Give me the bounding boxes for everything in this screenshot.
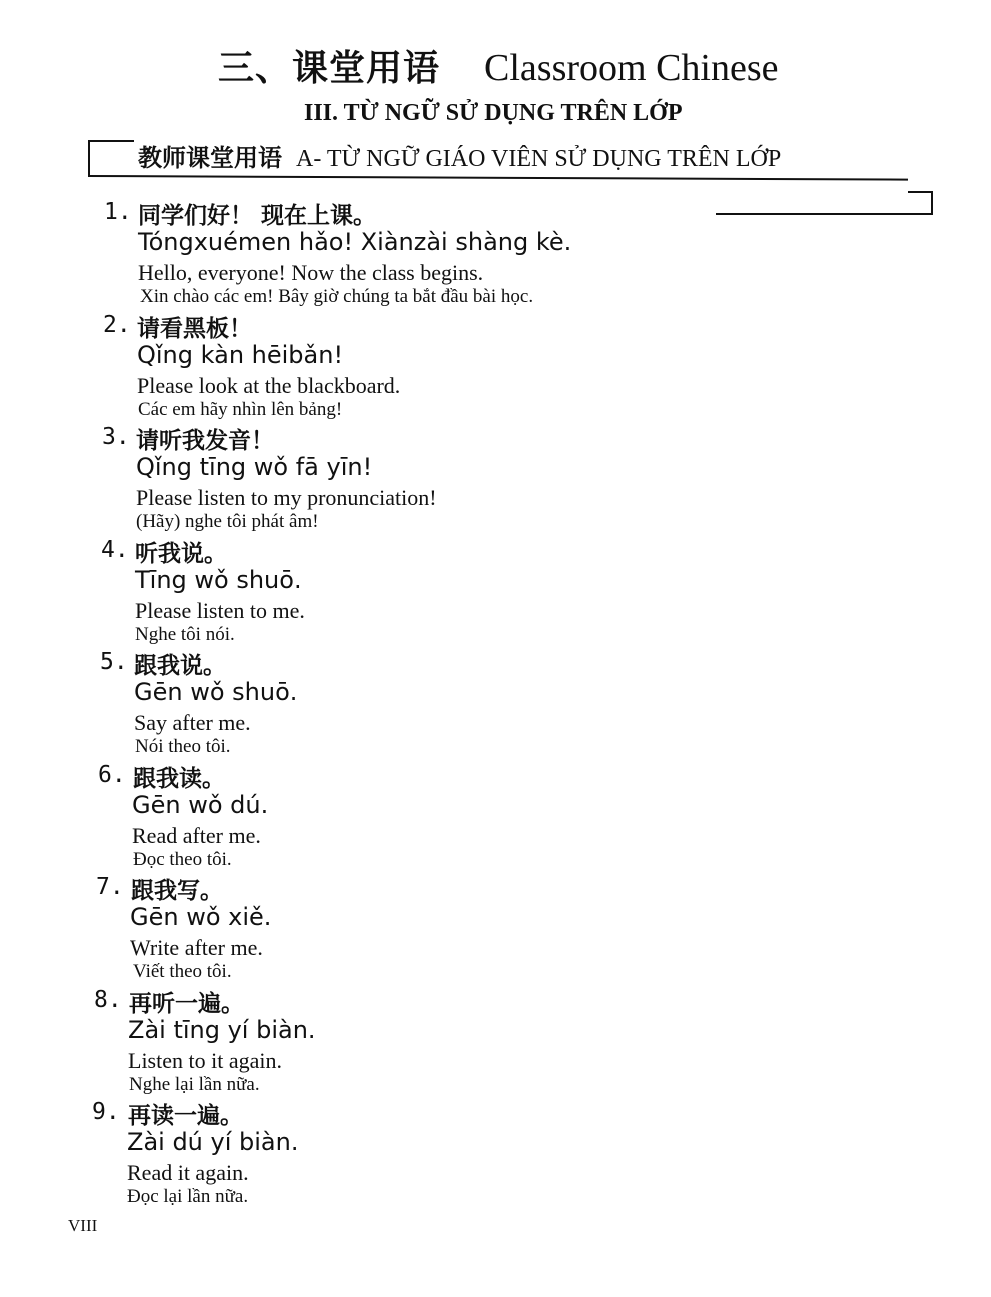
- entry-number: 4.: [101, 536, 129, 563]
- entry-vietnamese: Đọc lại lần nữa.: [127, 1186, 249, 1207]
- phrase-entry: [0, 1097, 991, 1210]
- entry-number: 2.: [103, 311, 131, 338]
- entry-english: Please listen to my pronunciation!: [136, 485, 437, 510]
- phrase-entry: [0, 985, 991, 1098]
- entry-number: 7.: [96, 874, 124, 900]
- phrase-entry: [0, 872, 991, 985]
- section-frame-top: [88, 140, 134, 142]
- entry-english: Write after me.: [130, 935, 263, 960]
- phrase-entry: [0, 647, 991, 760]
- section-chinese: 教师课堂用语: [138, 144, 282, 172]
- page-title: [218, 40, 779, 91]
- entry-pinyin: Gēn wǒ shuō.: [134, 678, 298, 706]
- entry-english: Listen to it again.: [128, 1047, 282, 1073]
- entry-vietnamese: Nghe tôi nói.: [135, 623, 235, 645]
- title-vietnamese: III. TỪ NGỮ SỬ DỤNG TRÊN LỚP: [304, 100, 683, 126]
- entry-chinese: 跟我读。: [133, 765, 225, 792]
- section-frame-bottom: [88, 175, 908, 181]
- entry-vietnamese: Nói theo tôi.: [135, 736, 231, 757]
- section-frame-left: [88, 140, 90, 176]
- page-number: VIII: [68, 1216, 98, 1235]
- entry-vietnamese: (Hãy) nghe tôi phát âm!: [136, 511, 319, 532]
- phrase-entry: [0, 310, 991, 423]
- entry-chinese: 跟我写。: [131, 878, 223, 904]
- entry-pinyin: Tóngxuémen hǎo! Xiànzài shàng kè.: [138, 228, 572, 256]
- entry-pinyin: Gēn wǒ dú.: [132, 790, 269, 819]
- phrase-list: [0, 197, 991, 1210]
- entry-number: 8.: [94, 986, 122, 1013]
- entry-pinyin: Zài dú yí biàn.: [127, 1128, 299, 1156]
- title-chinese: 三、课堂用语: [218, 48, 441, 89]
- phrase-entry: [0, 535, 991, 648]
- entry-number: 1.: [104, 199, 132, 225]
- entry-english: Say after me.: [134, 710, 251, 735]
- entry-vietnamese: Nghe lại lần nữa.: [129, 1073, 260, 1095]
- entry-pinyin: Qǐng kàn hēibǎn!: [137, 340, 344, 369]
- entry-vietnamese: Xin chào các em! Bây giờ chúng ta bắt đầu bài học.: [140, 286, 534, 307]
- entry-pinyin: Tīng wǒ shuō.: [135, 565, 302, 594]
- entry-chinese: 再读一遍。: [128, 1103, 243, 1129]
- entry-pinyin: Zài tīng yí biàn.: [128, 1015, 316, 1044]
- entry-pinyin: Gēn wǒ xiě.: [130, 903, 272, 931]
- phrase-entry: [0, 760, 991, 873]
- entry-vietnamese: Đọc theo tôi.: [133, 848, 232, 870]
- entry-chinese: 听我说。: [135, 540, 227, 567]
- entry-vietnamese: Viết theo tôi.: [133, 961, 232, 982]
- entry-chinese: 请看黑板！: [137, 315, 252, 342]
- entry-chinese: 同学们好！ 现在上课。: [138, 203, 377, 229]
- section-frame-right-top: [908, 191, 932, 193]
- entry-english: Hello, everyone! Now the class begins.: [138, 260, 484, 285]
- phrase-entry: [0, 197, 991, 310]
- entry-chinese: 再听一遍。: [129, 990, 244, 1017]
- entry-english: Please listen to me.: [135, 597, 305, 623]
- section-heading: [138, 138, 781, 173]
- section-vietnamese: A- TỪ NGỮ GIÁO VIÊN SỬ DỤNG TRÊN LỚP: [296, 146, 782, 172]
- phrase-entry: [0, 422, 991, 535]
- entry-vietnamese: Các em hãy nhìn lên bảng!: [138, 398, 343, 420]
- entry-number: 3.: [102, 424, 130, 450]
- entry-number: 9.: [92, 1099, 120, 1125]
- title-english: Classroom Chinese: [484, 47, 779, 89]
- entry-number: 6.: [98, 761, 126, 788]
- entry-english: Please look at the blackboard.: [137, 372, 401, 398]
- entry-pinyin: Qǐng tīng wǒ fā yīn!: [136, 453, 373, 481]
- entry-english: Read after me.: [132, 822, 261, 848]
- entry-chinese: 请听我发音！: [136, 428, 274, 454]
- entry-chinese: 跟我说。: [134, 653, 226, 679]
- entry-number: 5.: [100, 649, 128, 675]
- entry-english: Read it again.: [127, 1160, 249, 1185]
